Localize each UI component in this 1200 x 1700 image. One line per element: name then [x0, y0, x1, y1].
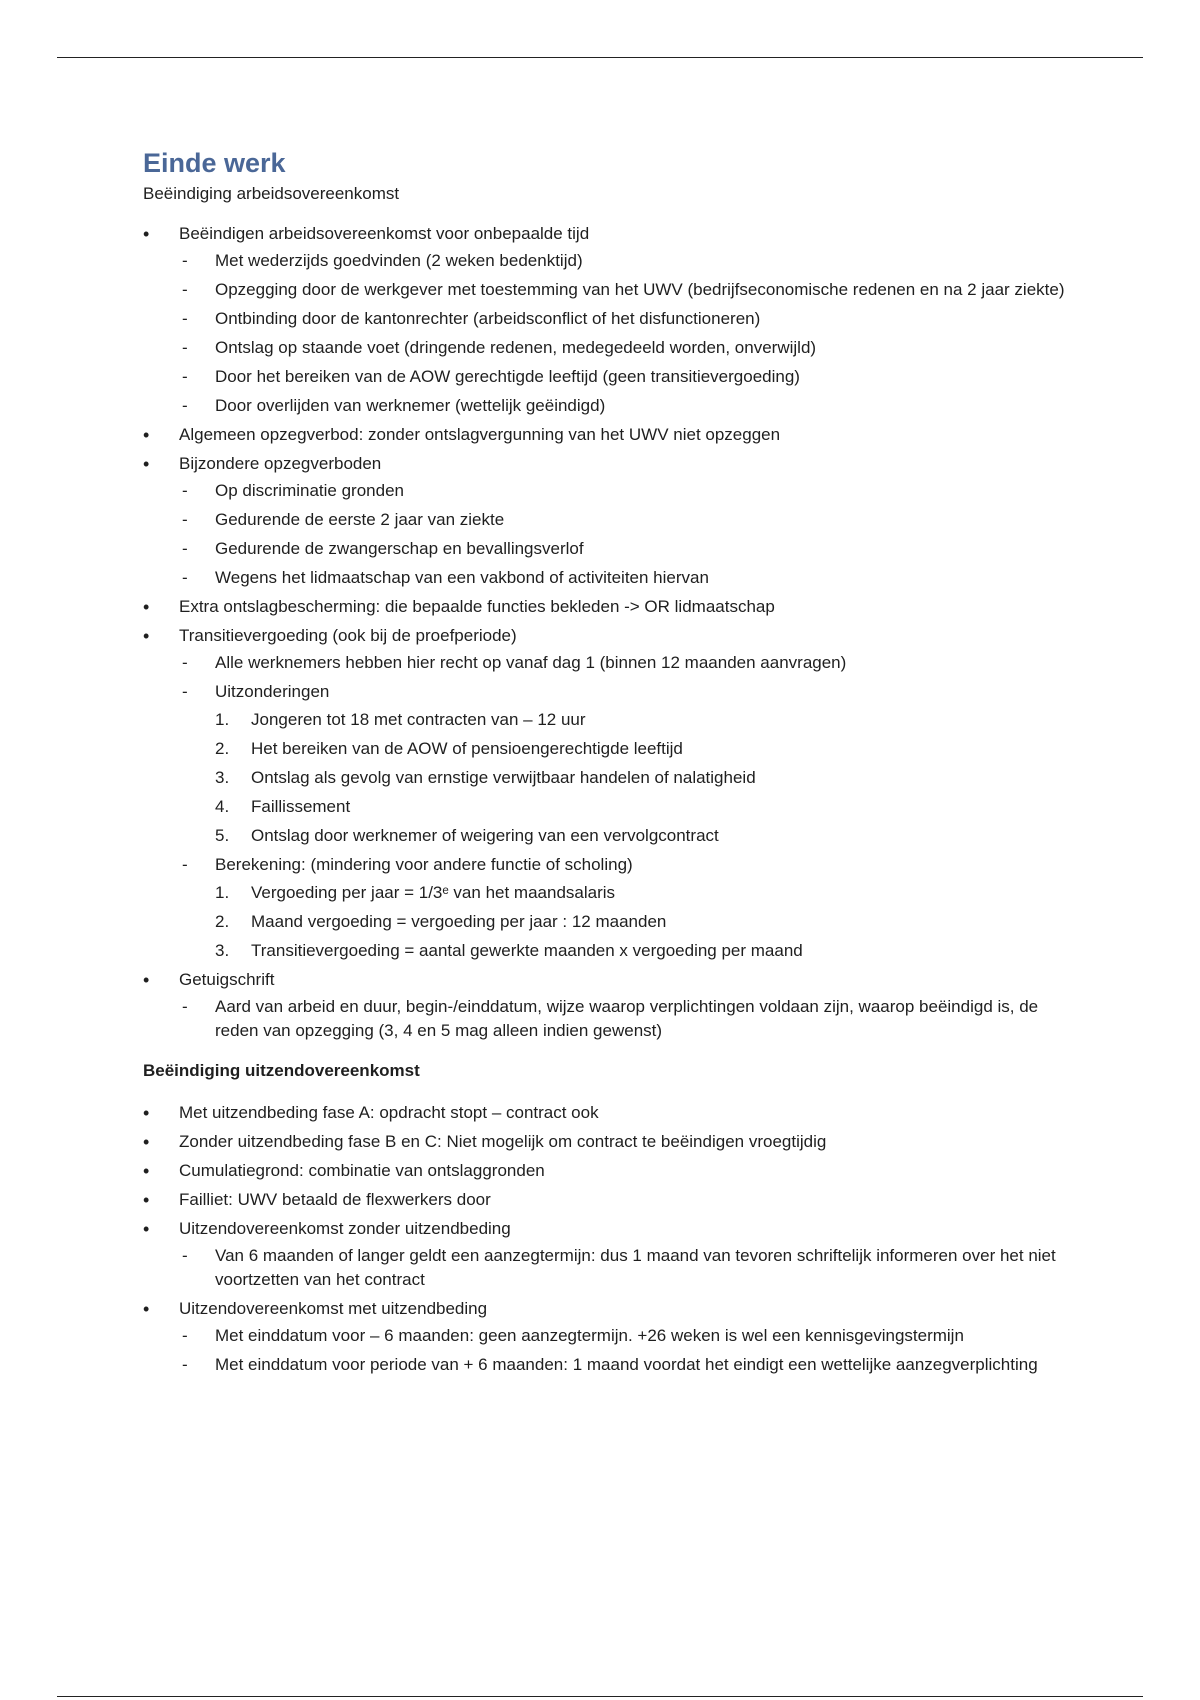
numbered-list — [215, 881, 1083, 963]
bullet-text: Extra ontslagbescherming: die bepaalde functies bekleden -> OR lidmaatschap — [179, 597, 775, 616]
numbered-item — [215, 910, 1083, 934]
page-subtitle: Beëindiging arbeidsovereenkomst — [143, 184, 400, 203]
numbered-text: Ontslag als gevolg van ernstige verwijtbaar handelen of nalatigheid — [251, 768, 756, 787]
dash-text: Met einddatum voor – 6 maanden: geen aanzegtermijn. +26 weken is wel een kennisgevingstermijn — [215, 1326, 964, 1345]
dash-text: Opzegging door de werkgever met toestemming van het UWV (bedrijfseconomische redenen en na 2 jaar ziekte) — [215, 280, 1065, 299]
bullet-item — [143, 1297, 1083, 1377]
dash-item — [179, 394, 1083, 418]
dash-item — [179, 336, 1083, 360]
item-number: 2. — [215, 739, 230, 758]
numbered-item — [215, 766, 1083, 790]
bullet-marker — [143, 1297, 163, 1322]
bullet-marker — [143, 595, 163, 620]
numbered-list — [215, 708, 1083, 848]
bullet-marker — [143, 1101, 163, 1126]
dash-item — [179, 278, 1083, 302]
bullet-text: Cumulatiegrond: combinatie van ontslaggronden — [179, 1161, 545, 1180]
dash-list — [179, 1244, 1083, 1292]
dash-marker: - — [182, 280, 188, 299]
numbered-text: Vergoeding per jaar = 1/3ᵉ van het maandsalaris — [251, 883, 616, 902]
bullet-marker — [143, 452, 163, 477]
bullet-marker — [143, 1159, 163, 1184]
page-title: Einde werk — [143, 148, 286, 178]
bullet-marker — [143, 222, 163, 247]
dash-marker: - — [182, 1326, 188, 1345]
dash-marker: - — [182, 539, 188, 558]
dash-marker: - — [182, 682, 188, 701]
bullet-marker — [143, 1217, 163, 1242]
bullet-text: Failliet: UWV betaald de flexwerkers door — [179, 1190, 491, 1209]
bullet-text: Uitzendovereenkomst zonder uitzendbeding — [179, 1219, 511, 1238]
dash-marker: - — [182, 251, 188, 270]
dash-item — [179, 249, 1083, 273]
dash-item — [179, 479, 1083, 503]
numbered-text: Faillissement — [251, 797, 351, 816]
dash-marker: - — [182, 855, 188, 874]
dash-text: Gedurende de zwangerschap en bevallingsverlof — [215, 539, 584, 558]
bullet-text: Uitzendovereenkomst met uitzendbeding — [179, 1299, 488, 1318]
bullet-item — [143, 624, 1083, 963]
dash-list — [179, 1324, 1083, 1377]
dash-item — [179, 1244, 1083, 1292]
numbered-item — [215, 737, 1083, 761]
bullet-marker — [143, 1188, 163, 1213]
dash-text: Uitzonderingen — [215, 682, 330, 701]
dash-marker: - — [182, 309, 188, 328]
dash-text: Ontbinding door de kantonrechter (arbeidsconflict of het disfunctioneren) — [215, 309, 761, 328]
item-number: 3. — [215, 941, 230, 960]
document-body — [143, 146, 1083, 1377]
bullet-item — [143, 1159, 1083, 1183]
bullet-text: Algemeen opzegverbod: zonder ontslagvergunning van het UWV niet opzeggen — [179, 425, 781, 444]
dash-item — [179, 1353, 1083, 1377]
dash-text: Door het bereiken van de AOW gerechtigde leeftijd (geen transitievergoeding) — [215, 367, 800, 386]
bullet-item — [143, 1101, 1083, 1125]
section2-heading: Beëindiging uitzendovereenkomst — [143, 1061, 420, 1080]
top-rule — [57, 57, 1143, 58]
dash-marker: - — [182, 481, 188, 500]
bullet-item — [143, 1130, 1083, 1154]
bullet-item — [143, 222, 1083, 418]
dash-text: Aard van arbeid en duur, begin-/einddatum, wijze waarop verplichtingen voldaan zijn, waarop beëindigd is, de reden van opzegging (3, 4 en 5 mag alleen indien gewenst) — [215, 997, 1039, 1040]
dash-item — [179, 1324, 1083, 1348]
dash-text: Alle werknemers hebben hier recht op vanaf dag 1 (binnen 12 maanden aanvragen) — [215, 653, 847, 672]
bullet-item — [143, 1217, 1083, 1292]
section1-list — [143, 222, 1083, 1043]
dash-marker: - — [182, 1355, 188, 1374]
dash-list — [179, 651, 1083, 963]
bottom-rule — [57, 1696, 1143, 1697]
numbered-text: Het bereiken van de AOW of pensioengerechtigde leeftijd — [251, 739, 683, 758]
bullet-text: Getuigschrift — [179, 970, 275, 989]
dash-item — [179, 508, 1083, 532]
numbered-text: Maand vergoeding = vergoeding per jaar : 12 maanden — [251, 912, 667, 931]
bullet-item — [143, 968, 1083, 1043]
bullet-text: Met uitzendbeding fase A: opdracht stopt – contract ook — [179, 1103, 599, 1122]
dash-text: Gedurende de eerste 2 jaar van ziekte — [215, 510, 505, 529]
dash-list — [179, 479, 1083, 590]
dash-item — [179, 307, 1083, 331]
dash-marker: - — [182, 510, 188, 529]
numbered-text: Ontslag door werknemer of weigering van een vervolgcontract — [251, 826, 719, 845]
dash-text: Berekening: (mindering voor andere functie of scholing) — [215, 855, 633, 874]
bullet-marker — [143, 423, 163, 448]
numbered-item — [215, 881, 1083, 905]
bullet-item — [143, 452, 1083, 590]
dash-marker: - — [182, 997, 188, 1016]
bullet-item — [143, 595, 1083, 619]
dash-marker: - — [182, 568, 188, 587]
item-number: 5. — [215, 826, 230, 845]
dash-text: Op discriminatie gronden — [215, 481, 404, 500]
dash-item — [179, 853, 1083, 963]
dash-item — [179, 537, 1083, 561]
numbered-item — [215, 939, 1083, 963]
dash-text: Met einddatum voor periode van + 6 maanden: 1 maand voordat het eindigt een wettelijke aanzegverplichting — [215, 1355, 1038, 1374]
dash-item — [179, 566, 1083, 590]
dash-text: Van 6 maanden of langer geldt een aanzegtermijn: dus 1 maand van tevoren schriftelijk informeren over het niet voortzetten van het contract — [215, 1246, 1056, 1289]
bullet-item — [143, 423, 1083, 447]
dash-item — [179, 365, 1083, 389]
item-number: 1. — [215, 710, 230, 729]
dash-text: Door overlijden van werknemer (wettelijk geëindigd) — [215, 396, 606, 415]
dash-marker: - — [182, 653, 188, 672]
dash-item — [179, 680, 1083, 848]
bullet-marker — [143, 624, 163, 649]
dash-text: Met wederzijds goedvinden (2 weken bedenktijd) — [215, 251, 583, 270]
bullet-text: Transitievergoeding (ook bij de proefperiode) — [179, 626, 517, 645]
bullet-text: Bijzondere opzegverboden — [179, 454, 382, 473]
dash-marker: - — [182, 367, 188, 386]
dash-marker: - — [182, 396, 188, 415]
numbered-text: Transitievergoeding = aantal gewerkte maanden x vergoeding per maand — [251, 941, 803, 960]
dash-marker: - — [182, 1246, 188, 1265]
bullet-item — [143, 1188, 1083, 1212]
bullet-text: Zonder uitzendbeding fase B en C: Niet mogelijk om contract te beëindigen vroegtijdig — [179, 1132, 827, 1151]
bullet-marker — [143, 968, 163, 993]
dash-text: Wegens het lidmaatschap van een vakbond of activiteiten hiervan — [215, 568, 709, 587]
numbered-item — [215, 824, 1083, 848]
dash-item — [179, 995, 1083, 1043]
section2-list — [143, 1101, 1083, 1377]
item-number: 2. — [215, 912, 230, 931]
dash-text: Ontslag op staande voet (dringende redenen, medegedeeld worden, onverwijld) — [215, 338, 817, 357]
dash-marker: - — [182, 338, 188, 357]
item-number: 3. — [215, 768, 230, 787]
item-number: 1. — [215, 883, 230, 902]
numbered-text: Jongeren tot 18 met contracten van – 12 uur — [251, 710, 586, 729]
bullet-text: Beëindigen arbeidsovereenkomst voor onbepaalde tijd — [179, 224, 590, 243]
bullet-marker — [143, 1130, 163, 1155]
dash-list — [179, 249, 1083, 418]
dash-item — [179, 651, 1083, 675]
numbered-item — [215, 795, 1083, 819]
dash-list — [179, 995, 1083, 1043]
item-number: 4. — [215, 797, 230, 816]
numbered-item — [215, 708, 1083, 732]
